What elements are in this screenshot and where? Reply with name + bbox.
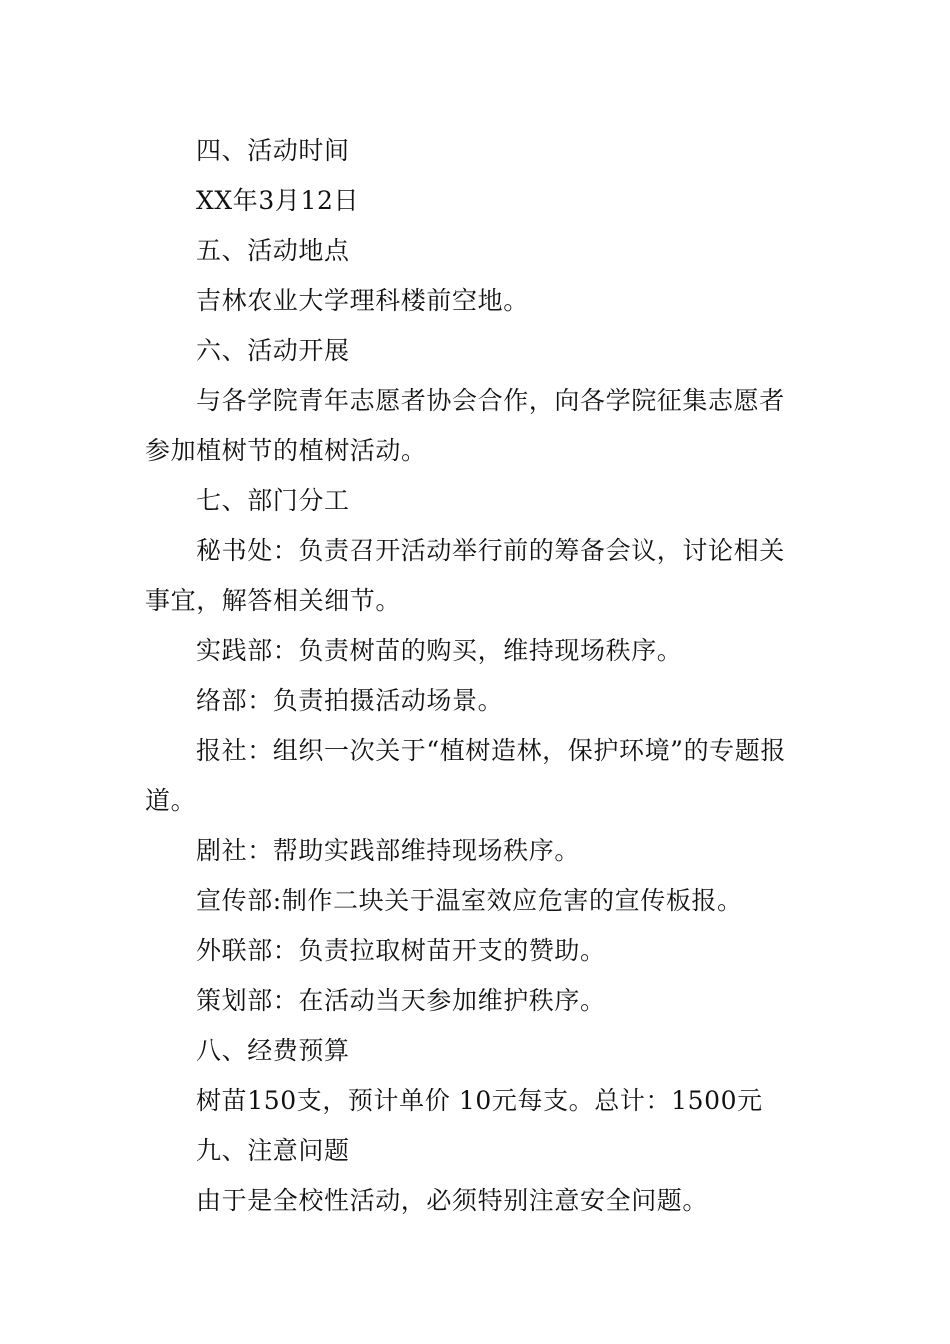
newspaper-duty: 报社：组织一次关于“植树造林，保护环境”的专题报道。	[145, 736, 786, 815]
section-heading-activity-time: 四、活动时间	[196, 136, 350, 165]
section-heading-precautions: 九、注意问题	[196, 1136, 350, 1165]
precautions-text: 由于是全校性活动，必须特别注意安全问题。	[196, 1186, 709, 1215]
practice-department-duty: 实践部：负责树苗的购买，维持现场秩序。	[196, 636, 683, 665]
publicity-department-duty: 宣传部:制作二块关于温室效应危害的宣传板报。	[196, 886, 743, 915]
document-body	[145, 126, 810, 1226]
section-heading-division-of-labor: 七、部门分工	[196, 486, 350, 515]
planning-department-duty: 策划部：在活动当天参加维护秩序。	[196, 986, 606, 1015]
activity-date: XX年3月12日	[196, 186, 360, 215]
external-relations-duty: 外联部：负责拉取树苗开支的赞助。	[196, 936, 606, 965]
drama-club-duty: 剧社：帮助实践部维持现场秩序。	[196, 836, 581, 865]
activity-location: 吉林农业大学理科楼前空地。	[196, 286, 529, 315]
secretariat-duty: 秘书处：负责召开活动举行前的筹备会议，讨论相关事宜，解答相关细节。	[145, 536, 785, 615]
section-heading-budget: 八、经费预算	[196, 1036, 350, 1065]
section-heading-activity-location: 五、活动地点	[196, 236, 350, 265]
budget-text: 树苗150支，预计单价 10元每支。总计：1500元	[196, 1086, 763, 1115]
section-heading-activity-development: 六、活动开展	[196, 336, 350, 365]
network-department-duty: 络部：负责拍摄活动场景。	[196, 686, 504, 715]
activity-development-text: 与各学院青年志愿者协会合作，向各学院征集志愿者参加植树节的植树活动。	[145, 386, 785, 465]
